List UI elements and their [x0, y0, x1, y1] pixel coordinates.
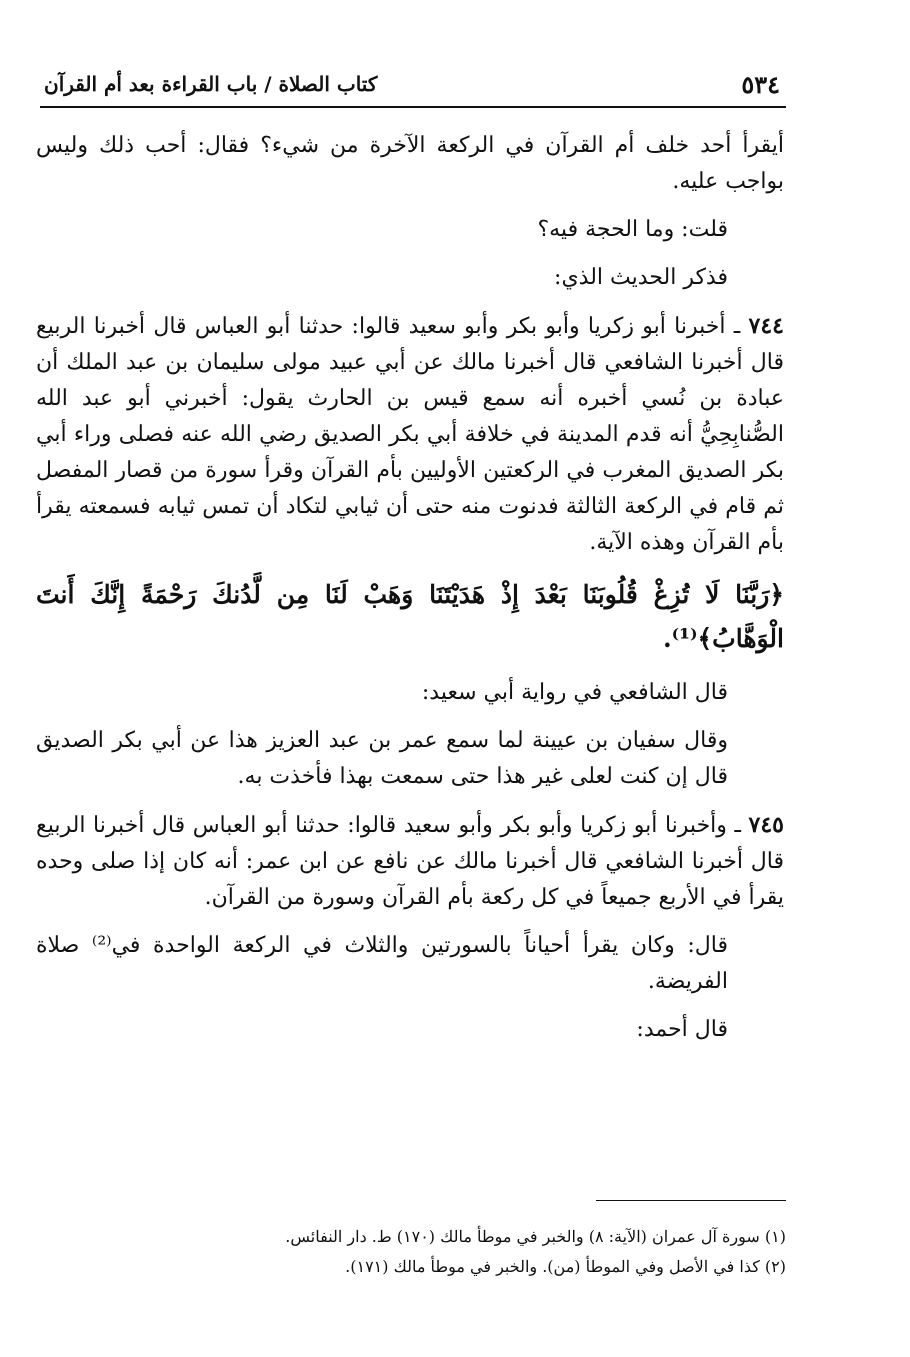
footnote-2: (٢) كذا في الأصل وفي الموطأ (من). والخبر في موطأ مالك (١٧١). [345, 1257, 786, 1276]
hadith-number: ٧٤٥ [748, 812, 784, 838]
paragraph: فذكر الحديث الذي: [554, 265, 728, 290]
page-header [40, 62, 786, 108]
quran-verse: ﴿رَبَّنَا لَا تُزِغْ قُلُوبَنَا بَعْدَ إِذْ هَدَيْتَنَا وَهَبْ لَنَا مِن لَّدُنكَ رَحْمَةً إِنَّكَ أَنتَ الْوَهَّابُ﴾⁽¹⁾. [36, 580, 784, 653]
footnotes [200, 1222, 786, 1282]
hadith-744 [36, 308, 784, 561]
page-number: ٥٣٤ [741, 70, 780, 99]
footnote-1: (١) سورة آل عمران (الآية: ٨) والخبر في موطأ مالك (١٧٠) ط. دار النفائس. [285, 1227, 786, 1246]
hadith-text: ـ وأخبرنا أبو زكريا وأبو بكر وأبو سعيد قالوا: حدثنا أبو العباس قال أخبرنا الربيع قال أخبرنا الشافعي قال أخبرنا مالك عن نافع عن ابن عمر: أنه كان إذا صلى وحده يقرأ في الأربع جميعاً في كل ركعة بأم القرآن وسورة من القرآن. [36, 813, 784, 910]
paragraph: قال: وكان يقرأ أحياناً بالسورتين والثلاث في الركعة الواحدة في⁽²⁾ صلاة الفريضة. [36, 933, 728, 994]
paragraph: قال أحمد: [636, 1017, 728, 1042]
hadith-text: ـ أخبرنا أبو زكريا وأبو بكر وأبو سعيد قالوا: حدثنا أبو العباس قال أخبرنا الربيع قال أخبرنا الشافعي قال أخبرنا مالك عن أبي عبيد مولى سليمان بن عبد الملك أن عبادة بن نُسي أخبره أنه سمع قيس بن الحارث يقول: أخبرني أبو عبد الله الصُّنابِحِيُّ أنه قدم المدينة في خلافة أبي بكر الصديق رضي الله عنه فصلى وراء أبي بكر الصديق المغرب في الركعتين الأوليين بأم القرآن وقرأ سورة من قصار المفصل ثم قام في الركعة الثالثة فدنوت منه حتى أن ثيابي لتكاد أن تمس ثيابه فسمعته يقرأ بأم القرآن وهذه الآية. [36, 314, 784, 555]
paragraph: قال الشافعي في رواية أبي سعيد: [421, 680, 728, 705]
paragraph: أيقرأ أحد خلف أم القرآن في الركعة الآخرة من شيء؟ فقال: أحب ذلك وليس بواجب عليه. [36, 133, 785, 194]
running-title: كتاب الصلاة / باب القراءة بعد أم القرآن [44, 72, 378, 96]
main-text [36, 128, 784, 1060]
paragraph: قلت: وما الحجة فيه؟ [537, 217, 728, 242]
hadith-745 [36, 807, 784, 916]
paragraph: وقال سفيان بن عيينة لما سمع عمر بن عبد العزيز هذا عن أبي بكر الصديق قال إن كنت لعلى غير هذا حتى سمعت بهذا فأخذت به. [36, 728, 728, 789]
footnote-divider [596, 1200, 786, 1201]
hadith-number: ٧٤٤ [748, 313, 784, 339]
